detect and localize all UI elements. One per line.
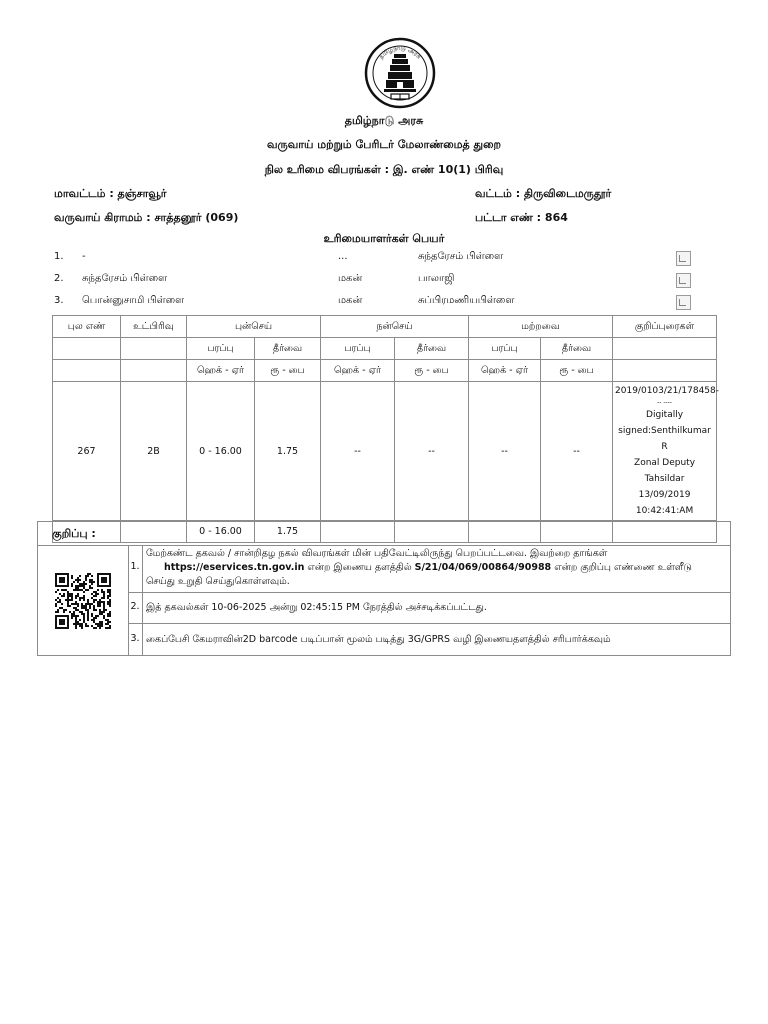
note-item — [128, 593, 730, 624]
table-subheader-row — [53, 338, 717, 360]
remark-line: 10:42:41:AM — [635, 506, 694, 516]
nansey-area: -- — [321, 382, 395, 521]
header-others: மற்றவை — [469, 316, 613, 338]
owner-relative: சுந்தரேசம் பிள்ளை — [418, 251, 504, 262]
remark-line: Digitally — [646, 410, 684, 420]
subheader-area: பரப்பு — [187, 338, 255, 360]
owner-number: 3. — [54, 295, 64, 306]
unit-label: ரூ - பை — [541, 360, 613, 382]
owner-number: 1. — [54, 251, 64, 262]
header-survey-no: புல எண் — [53, 316, 121, 338]
table-row — [53, 382, 717, 521]
broken-image-icon — [676, 273, 691, 288]
owner-number: 2. — [54, 273, 64, 284]
broken-image-icon — [676, 295, 691, 310]
note-text: மேற்கண்ட தகவல் / சான்றிதழ நகல் விவரங்கள் மின் பதிவேட்டிலிருந்து பெறப்பட்டவை. இவற்றை தாங்கள் https://eservices.tn.gov.in என்ற இணைய தளத்தில் S/21/04/069/00864/90988 என்ற குறிப்பு எண்ணை உள்ளீடு செய்து உறுதி செய்துகொள்ளவும். — [146, 548, 692, 587]
owners-title: உரிமையாளர்கள் பெயர் — [323, 232, 445, 245]
owner-relative: சுப்பிரமணியபிள்ளை — [418, 295, 515, 306]
land-details-table — [52, 315, 717, 543]
note-number: 2. — [130, 601, 140, 612]
broken-image-icon — [676, 251, 691, 266]
tamil-nadu-emblem-icon — [364, 36, 436, 110]
note-item — [128, 624, 730, 656]
owner-relation: ... — [338, 251, 348, 262]
note-text: இத் தகவல்கள் 10-06-2025 அன்று 02:45:15 PM நேரத்தில் அச்சடிக்கப்பட்டது. — [146, 602, 487, 613]
digital-signature-remarks — [613, 382, 717, 521]
village-label: வருவாய் கிராமம் : சாத்தனூர் (069) — [54, 211, 239, 224]
punsey-area: 0 - 16.00 — [187, 382, 255, 521]
survey-number: 267 — [53, 382, 121, 521]
note-text: கைப்பேசி கேமராவின்2D barcode படிப்பான் மூலம் படித்து 3G/GPRS வழி இணையதளத்தில் சரிபார்க்கவும் — [146, 634, 611, 645]
total-area: 0 - 16.00 — [187, 521, 255, 543]
owner-row — [54, 273, 714, 289]
owner-relation: மகன் — [338, 295, 363, 306]
subheader-tax: தீர்வை — [541, 338, 613, 360]
table-units-row — [53, 360, 717, 382]
notes-title: குறிப்பு : — [52, 527, 96, 540]
remark-line: 13/09/2019 — [638, 490, 691, 500]
svg-text:தமிழ்நாடு அரசு: தமிழ்நாடு அரசு — [377, 44, 423, 61]
subheader-tax: தீர்வை — [395, 338, 469, 360]
remark-line: signed:Senthilkumar R — [618, 426, 711, 452]
note-number: 3. — [130, 633, 140, 644]
owner-name: சுந்தரேசம் பிள்ளை — [82, 273, 168, 284]
remark-line: 2019/0103/21/178458- — [615, 386, 719, 396]
subheader-area: பரப்பு — [469, 338, 541, 360]
notes-section — [37, 521, 731, 656]
header-punsey: புன்செய் — [187, 316, 321, 338]
patta-number: பட்டா எண் : 864 — [475, 211, 568, 224]
remark-line: -- ---- — [657, 399, 672, 406]
document-title: நில உரிமை விபரங்கள் : இ. எண் 10(1) பிரிவு — [264, 163, 504, 176]
other-tax: -- — [541, 382, 613, 521]
unit-label: ஹெக் - ஏர் — [469, 360, 541, 382]
owner-relation: மகன் — [338, 273, 363, 284]
government-name: தமிழ்நாடு அரசு — [344, 114, 424, 127]
unit-label: ரூ - பை — [255, 360, 321, 382]
header-remarks: குறிப்புரைகள் — [613, 316, 717, 338]
subheader-area: பரப்பு — [321, 338, 395, 360]
nansey-tax: -- — [395, 382, 469, 521]
table-header-row — [53, 316, 717, 338]
other-area: -- — [469, 382, 541, 521]
owner-name: - — [82, 251, 86, 262]
note-item — [128, 545, 730, 593]
punsey-tax: 1.75 — [255, 382, 321, 521]
remark-line: Zonal Deputy Tahsildar — [634, 458, 696, 484]
subdivision: 2B — [121, 382, 187, 521]
owner-row — [54, 295, 714, 311]
taluk-label: வட்டம் : திருவிடைமருதூர் — [475, 187, 612, 200]
district-label: மாவட்டம் : தஞ்சாவூர் — [54, 187, 167, 200]
subheader-tax: தீர்வை — [255, 338, 321, 360]
reference-number: S/21/04/069/00864/90988 — [414, 562, 552, 573]
qr-code-icon — [55, 573, 111, 629]
header-nansey: நன்செய் — [321, 316, 469, 338]
total-tax: 1.75 — [255, 521, 321, 543]
department-name: வருவாய் மற்றும் பேரிடர் மேலாண்மைத் துறை — [267, 138, 501, 151]
owner-relative: பாலாஜி — [418, 273, 455, 284]
eservices-link[interactable]: https://eservices.tn.gov.in — [164, 562, 305, 573]
unit-label: ஹெக் - ஏர் — [321, 360, 395, 382]
note-number: 1. — [130, 561, 140, 572]
owner-name: பொன்னுசாமி பிள்ளை — [82, 295, 185, 306]
unit-label: ரூ - பை — [395, 360, 469, 382]
header-subdivision: உட்பிரிவு — [121, 316, 187, 338]
unit-label: ஹெக் - ஏர் — [187, 360, 255, 382]
owner-row — [54, 251, 714, 267]
